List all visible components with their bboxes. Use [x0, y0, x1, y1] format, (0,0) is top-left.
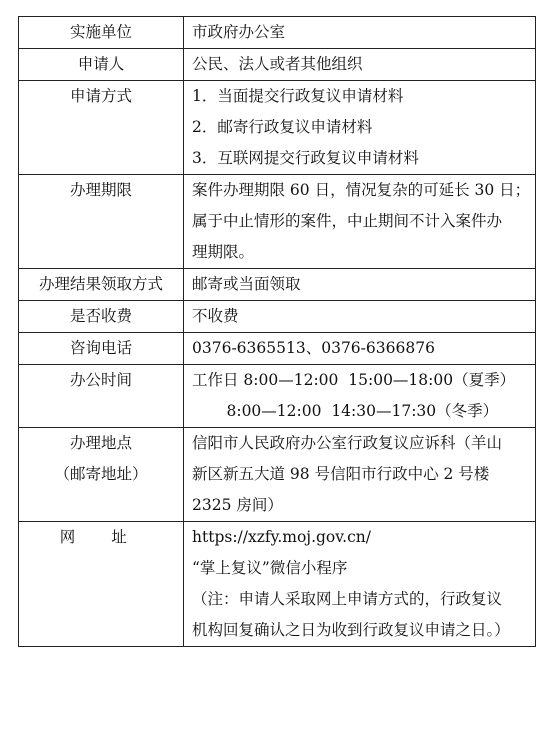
- method-item: 3．互联网提交行政复议申请材料: [192, 149, 419, 167]
- row-label-applicant: 申请人: [19, 49, 184, 81]
- table-row: [19, 49, 536, 81]
- address-line: 信阳市人民政府办公室行政复议应诉科（羊山: [192, 434, 503, 452]
- table-row: [19, 428, 536, 522]
- info-table: [18, 16, 536, 647]
- website-note-line: 机构回复确认之日为收到行政复议申请之日。）: [192, 621, 510, 639]
- period-line: 案件办理期限 60 日，情况复杂的可延长 30 日；: [192, 181, 531, 199]
- method-item: 2．邮寄行政复议申请材料: [192, 118, 373, 136]
- table-row: [19, 333, 536, 365]
- row-label-website: [19, 522, 184, 647]
- row-label-method: 申请方式: [19, 81, 184, 175]
- address-line: 新区新五大道 98 号信阳市行政中心 2 号楼: [192, 465, 490, 483]
- row-label-hours: 办公时间: [19, 365, 184, 428]
- row-value-fee: 不收费: [184, 301, 536, 333]
- website-note-line: （注：申请人采取网上申请方式的，行政复议: [192, 590, 503, 608]
- period-line: 属于中止情形的案件，中止期间不计入案件办: [192, 212, 503, 230]
- row-label-unit: 实施单位: [19, 17, 184, 49]
- address-label-line: 办理地点: [69, 434, 132, 452]
- row-value-website: [184, 522, 536, 647]
- row-value-period: [184, 175, 536, 269]
- row-value-applicant: 公民、法人或者其他组织: [184, 49, 536, 81]
- hours-line: 8:00—12:00 14:30—17:30（冬季）: [192, 402, 499, 420]
- website-url[interactable]: https://xzfy.moj.gov.cn/: [192, 528, 371, 546]
- hours-line: 工作日 8:00—12:00 15:00—18:00（夏季）: [192, 371, 516, 389]
- table-row: [19, 17, 536, 49]
- row-label-phone: 咨询电话: [19, 333, 184, 365]
- address-label-line: （邮寄地址）: [54, 465, 148, 483]
- row-value-phone: 0376-6365513、0376-6366876: [184, 333, 536, 365]
- row-label-period: 办理期限: [19, 175, 184, 269]
- table-row: [19, 365, 536, 428]
- period-line: 理期限。: [192, 243, 255, 261]
- website-miniprogram: “掌上复议”微信小程序: [192, 559, 348, 577]
- table-row: [19, 269, 536, 301]
- row-label-result: 办理结果领取方式: [19, 269, 184, 301]
- table-row: [19, 175, 536, 269]
- address-line: 2325 房间）: [192, 496, 283, 514]
- table-row: [19, 81, 536, 175]
- row-label-fee: 是否收费: [19, 301, 184, 333]
- row-value-address: [184, 428, 536, 522]
- row-value-method: [184, 81, 536, 175]
- method-item: 1．当面提交行政复议申请材料: [192, 87, 404, 105]
- table-row: [19, 522, 536, 647]
- row-label-address: [19, 428, 184, 522]
- table-row: [19, 301, 536, 333]
- website-label: 网 址: [59, 528, 143, 546]
- row-value-hours: [184, 365, 536, 428]
- row-value-result: 邮寄或当面领取: [184, 269, 536, 301]
- row-value-unit: 市政府办公室: [184, 17, 536, 49]
